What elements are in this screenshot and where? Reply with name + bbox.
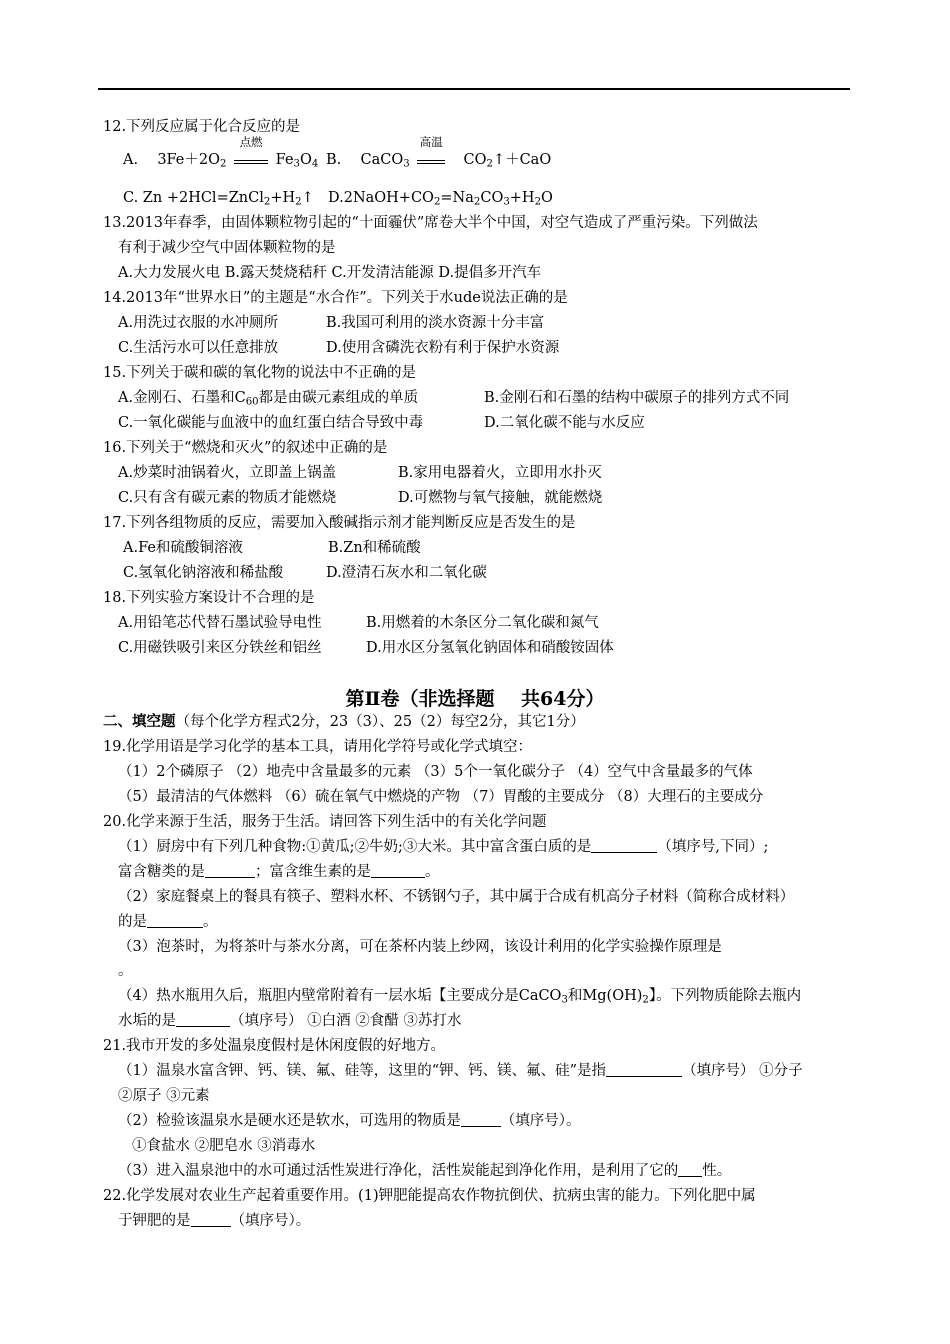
q20-part-4a xyxy=(118,986,801,1011)
q12-option-b xyxy=(326,135,552,175)
q16-option-a: A.炒菜时油锅着火，立即盖上锅盖 xyxy=(118,465,337,481)
q17-option-d: D.澄清石灰水和二氧化碳 xyxy=(326,565,487,581)
q20-p4a-tail: 】。下列物质能除去瓶内 xyxy=(648,988,802,1004)
q19-line-1: （1）2个磷原子 （2）地壳中含量最多的元素 （3）5个一氧化碳分子 （4）空气中含量最多的气体 xyxy=(118,764,753,780)
q14-option-d: D.使用含磷洗衣粉有利于保护水资源 xyxy=(326,340,560,356)
q20-part-3a: （3）泡茶时，为将茶叶与茶水分离，可在茶杯内装上纱网，该设计利用的化学实验操作原理是 xyxy=(118,939,722,955)
q15-option-a xyxy=(118,388,418,413)
q21-part-2-options: ①食盐水 ②肥皂水 ③消毒水 xyxy=(132,1138,316,1154)
q12-b-reactant: CaCO xyxy=(360,152,404,168)
q14-option-c: C.生活污水可以任意排放 xyxy=(118,340,279,356)
q12-a-condition xyxy=(234,135,268,164)
q12-d-sub3: 3 xyxy=(503,196,510,208)
q20-p4b-text: 水垢的是 xyxy=(118,1013,176,1029)
q21-p2-tail: （填序号）。 xyxy=(500,1113,581,1129)
q21-p3-text: （3）进入温泉池中的水可通过活性炭进行净化，活性炭能起到净化作用，是利用了它的 xyxy=(118,1163,679,1179)
q20-blank-sugar[interactable] xyxy=(205,863,255,878)
q21-blank-elements[interactable] xyxy=(606,1062,682,1077)
q22-stem2-tail: （填序号）。 xyxy=(230,1213,311,1229)
q12-d-end: +H xyxy=(509,190,535,206)
q17-stem: 17.下列各组物质的反应，需要加入酸碱指示剂才能判断反应是否发生的是 xyxy=(103,515,576,531)
q20-blank-scale[interactable] xyxy=(176,1012,230,1027)
q17-option-b: B.Zn和稀硫酸 xyxy=(328,540,421,556)
q12-d-mid2: CO xyxy=(480,190,504,206)
q21-part-2 xyxy=(118,1111,580,1131)
q20-part-4b xyxy=(118,1011,461,1031)
q12-b-sub: 3 xyxy=(403,158,410,170)
q20-stem: 20.化学来源于生活，服务于生活。请回答下列生活中的有关化学问题 xyxy=(103,814,547,830)
q21-p1a-text: （1）温泉水富含钾、钙、镁、氟、硅等，这里的“钾、钙、镁、氟、硅”是指 xyxy=(118,1063,607,1079)
q20-p4a-sub: 3 xyxy=(561,994,568,1006)
q17-option-a: A.Fe和硫酸铜溶液 xyxy=(123,540,243,556)
q21-blank-hardness[interactable] xyxy=(461,1112,501,1127)
section-2-title: 第Ⅱ卷（非选择题 共64分） xyxy=(345,688,605,710)
q12-a-product-sub1: 3 xyxy=(293,158,300,170)
q12-c-sub2: 2 xyxy=(295,196,302,208)
q12-d-end2: O xyxy=(541,190,553,206)
q20-p1b-tail: 。 xyxy=(425,864,440,880)
q15-stem: 15.下列关于碳和碳的氧化物的说法中不正确的是 xyxy=(103,365,417,381)
q22-blank-potash[interactable] xyxy=(191,1212,231,1227)
q19-stem: 19.化学用语是学习化学的基本工具，请用化学符号或化学式填空： xyxy=(103,739,533,755)
q21-p2-text: （2）检验该温泉水是硬水还是软水，可选用的物质是 xyxy=(118,1113,461,1129)
q20-part-1b xyxy=(118,862,440,882)
q15-option-b: B.金刚石和石墨的结构中碳原子的排列方式不同 xyxy=(484,390,790,406)
q21-blank-property[interactable] xyxy=(678,1162,702,1177)
q20-p4a-text: （4）热水瓶用久后，瓶胆内壁常附着有一层水垢【主要成分是CaCO xyxy=(118,988,562,1004)
q16-option-c: C.只有含有碳元素的物质才能燃烧 xyxy=(118,490,337,506)
q20-blank-material[interactable] xyxy=(147,913,203,928)
q18-option-b: B.用燃着的木条区分二氧化碳和氮气 xyxy=(366,615,599,631)
q12-d-sub4: 2 xyxy=(534,196,542,208)
q15-a-tail: 都是由碳元素组成的单质 xyxy=(258,390,419,406)
q12-a-product-sub2: 4 xyxy=(311,158,319,170)
q20-part-2a: （2）家庭餐桌上的餐具有筷子、塑料水杯、不锈钢勺子，其中属于合成有机高分子材料（简称合成材料） xyxy=(118,889,795,905)
q12-a-sub: 2 xyxy=(220,158,227,170)
q20-part-2b xyxy=(118,912,218,932)
section-2-note: （每个化学方程式2分，23（3）、25（2）每空2分，其它1分） xyxy=(175,714,585,730)
q21-part-1a xyxy=(118,1061,803,1081)
q12-stem: 12.下列反应属于化合反应的是 xyxy=(103,119,301,135)
q20-p4a-mid: 和Mg(OH) xyxy=(567,988,643,1004)
q12-c-end: ↑ xyxy=(301,190,314,206)
q14-option-b: B.我国可利用的淡水资源十分丰富 xyxy=(326,315,545,331)
q13-options: A.大力发展火电 B.露天焚烧秸秆 C.开发清洁能源 D.提倡多开汽车 xyxy=(118,265,542,281)
q12-c-sub: 2 xyxy=(263,196,271,208)
q20-part-1a xyxy=(118,837,768,857)
q20-p4a-sub2: 2 xyxy=(642,994,649,1006)
q20-p1a-text: （1）厨房中有下列几种食物:①黄瓜;②牛奶;③大米。其中富含蛋白质的是 xyxy=(118,839,592,855)
q12-b-label: B. xyxy=(326,152,342,168)
q21-p1a-tail: （填序号） ①分子 xyxy=(682,1063,803,1079)
q17-option-c: C.氢氧化钠溶液和稀盐酸 xyxy=(123,565,284,581)
q12-option-d xyxy=(328,188,553,213)
q13-stem-1: 13.2013年春季，由固体颗粒物引起的“十面霾伏”席卷大半个中国，对空气造成了严重污染。下列做法 xyxy=(103,215,758,231)
section-2-heading: 二、填空题 xyxy=(103,713,176,730)
q14-option-a: A.用洗过衣服的水冲厕所 xyxy=(118,315,279,331)
q21-p3-tail: 性。 xyxy=(702,1163,732,1179)
q12-b-condition xyxy=(417,135,445,164)
q15-a-sub: 60 xyxy=(245,396,259,408)
q12-a-cond-text: 点燃 xyxy=(239,135,263,149)
q12-d-text: D.2NaOH+CO xyxy=(328,190,434,206)
q12-a-product-o: O xyxy=(299,152,312,168)
q12-a-product: Fe xyxy=(275,152,294,168)
q18-option-a: A.用铅笔芯代替石墨试验导电性 xyxy=(118,615,322,631)
q20-p1a-tail: （填序号,下同）; xyxy=(657,839,769,855)
q12-option-a xyxy=(123,135,319,175)
q12-a-reactants: 3Fe＋2O xyxy=(157,152,220,168)
q12-a-label: A. xyxy=(123,152,139,168)
q20-p4b-tail: （填序号） ①白酒 ②食醋 ③苏打水 xyxy=(230,1013,462,1029)
q12-c-text: C. Zn +2HCl=ZnCl xyxy=(123,190,264,206)
q12-b-product-sub: 2 xyxy=(486,158,493,170)
q13-stem-2: 有利于减少空气中固体颗粒物的是 xyxy=(118,240,336,256)
q16-stem: 16.下列关于“燃烧和灭火”的叙述中正确的是 xyxy=(103,440,388,456)
q12-b-product-tail: ↑＋CaO xyxy=(492,152,552,168)
q22-stem-1: 22.化学发展对农业生产起着重要作用。(1)钾肥能提高农作物抗倒伏、抗病虫害的能力。下列化肥中属 xyxy=(103,1188,756,1204)
q12-d-sub2: 2 xyxy=(473,196,481,208)
q16-option-d: D.可燃物与氧气接触，就能燃烧 xyxy=(398,490,603,506)
q15-a-text: A.金刚石、石墨和C xyxy=(118,390,246,406)
q20-blank-vitamin[interactable] xyxy=(371,863,425,878)
q12-b-cond-text: 高温 xyxy=(419,135,443,149)
q21-part-3 xyxy=(118,1161,731,1181)
q12-c-tail: +H xyxy=(270,190,296,206)
header-rule xyxy=(98,88,850,90)
q19-line-2: （5）最清洁的气体燃料 （6）硫在氧气中燃烧的产物 （7）胃酸的主要成分 （8）大理石的主要成分 xyxy=(118,789,764,805)
q15-option-c: C.一氧化碳能与血液中的血红蛋白结合导致中毒 xyxy=(118,415,424,431)
q21-stem: 21.我市开发的多处温泉度假村是休闲度假的好地方。 xyxy=(103,1038,446,1054)
q20-p1b-text: 富含糖类的是 xyxy=(118,864,205,880)
q20-part-3b: 。 xyxy=(118,963,133,979)
q14-stem: 14.2013年“世界水日”的主题是“水合作”。下列关于水ude说法正确的是 xyxy=(103,290,568,306)
q18-stem: 18.下列实验方案设计不合理的是 xyxy=(103,590,315,606)
q16-option-b: B.家用电器着火，立即用水扑灭 xyxy=(398,465,602,481)
q18-option-c: C.用磁铁吸引来区分铁丝和铝丝 xyxy=(118,640,322,656)
q15-option-d: D.二氧化碳不能与水反应 xyxy=(484,415,645,431)
q20-p1b-mid: ；富含维生素的是 xyxy=(255,864,371,880)
q12-d-sub: 2 xyxy=(433,196,441,208)
q21-part-1b: ②原子 ③元素 xyxy=(118,1088,210,1104)
section-2-heading-row xyxy=(103,712,585,732)
q12-b-product: CO xyxy=(463,152,487,168)
q22-stem2-text: 于钾肥的是 xyxy=(118,1213,191,1229)
q20-blank-protein[interactable] xyxy=(591,838,657,853)
q20-p2b-tail: 。 xyxy=(203,914,218,930)
q20-p2b-text: 的是 xyxy=(118,914,147,930)
q22-stem-2 xyxy=(118,1211,310,1231)
q18-option-d: D.用水区分氢氧化钠固体和硝酸铵固体 xyxy=(366,640,614,656)
q12-d-mid: =Na xyxy=(440,190,474,206)
q12-option-c xyxy=(123,188,314,213)
